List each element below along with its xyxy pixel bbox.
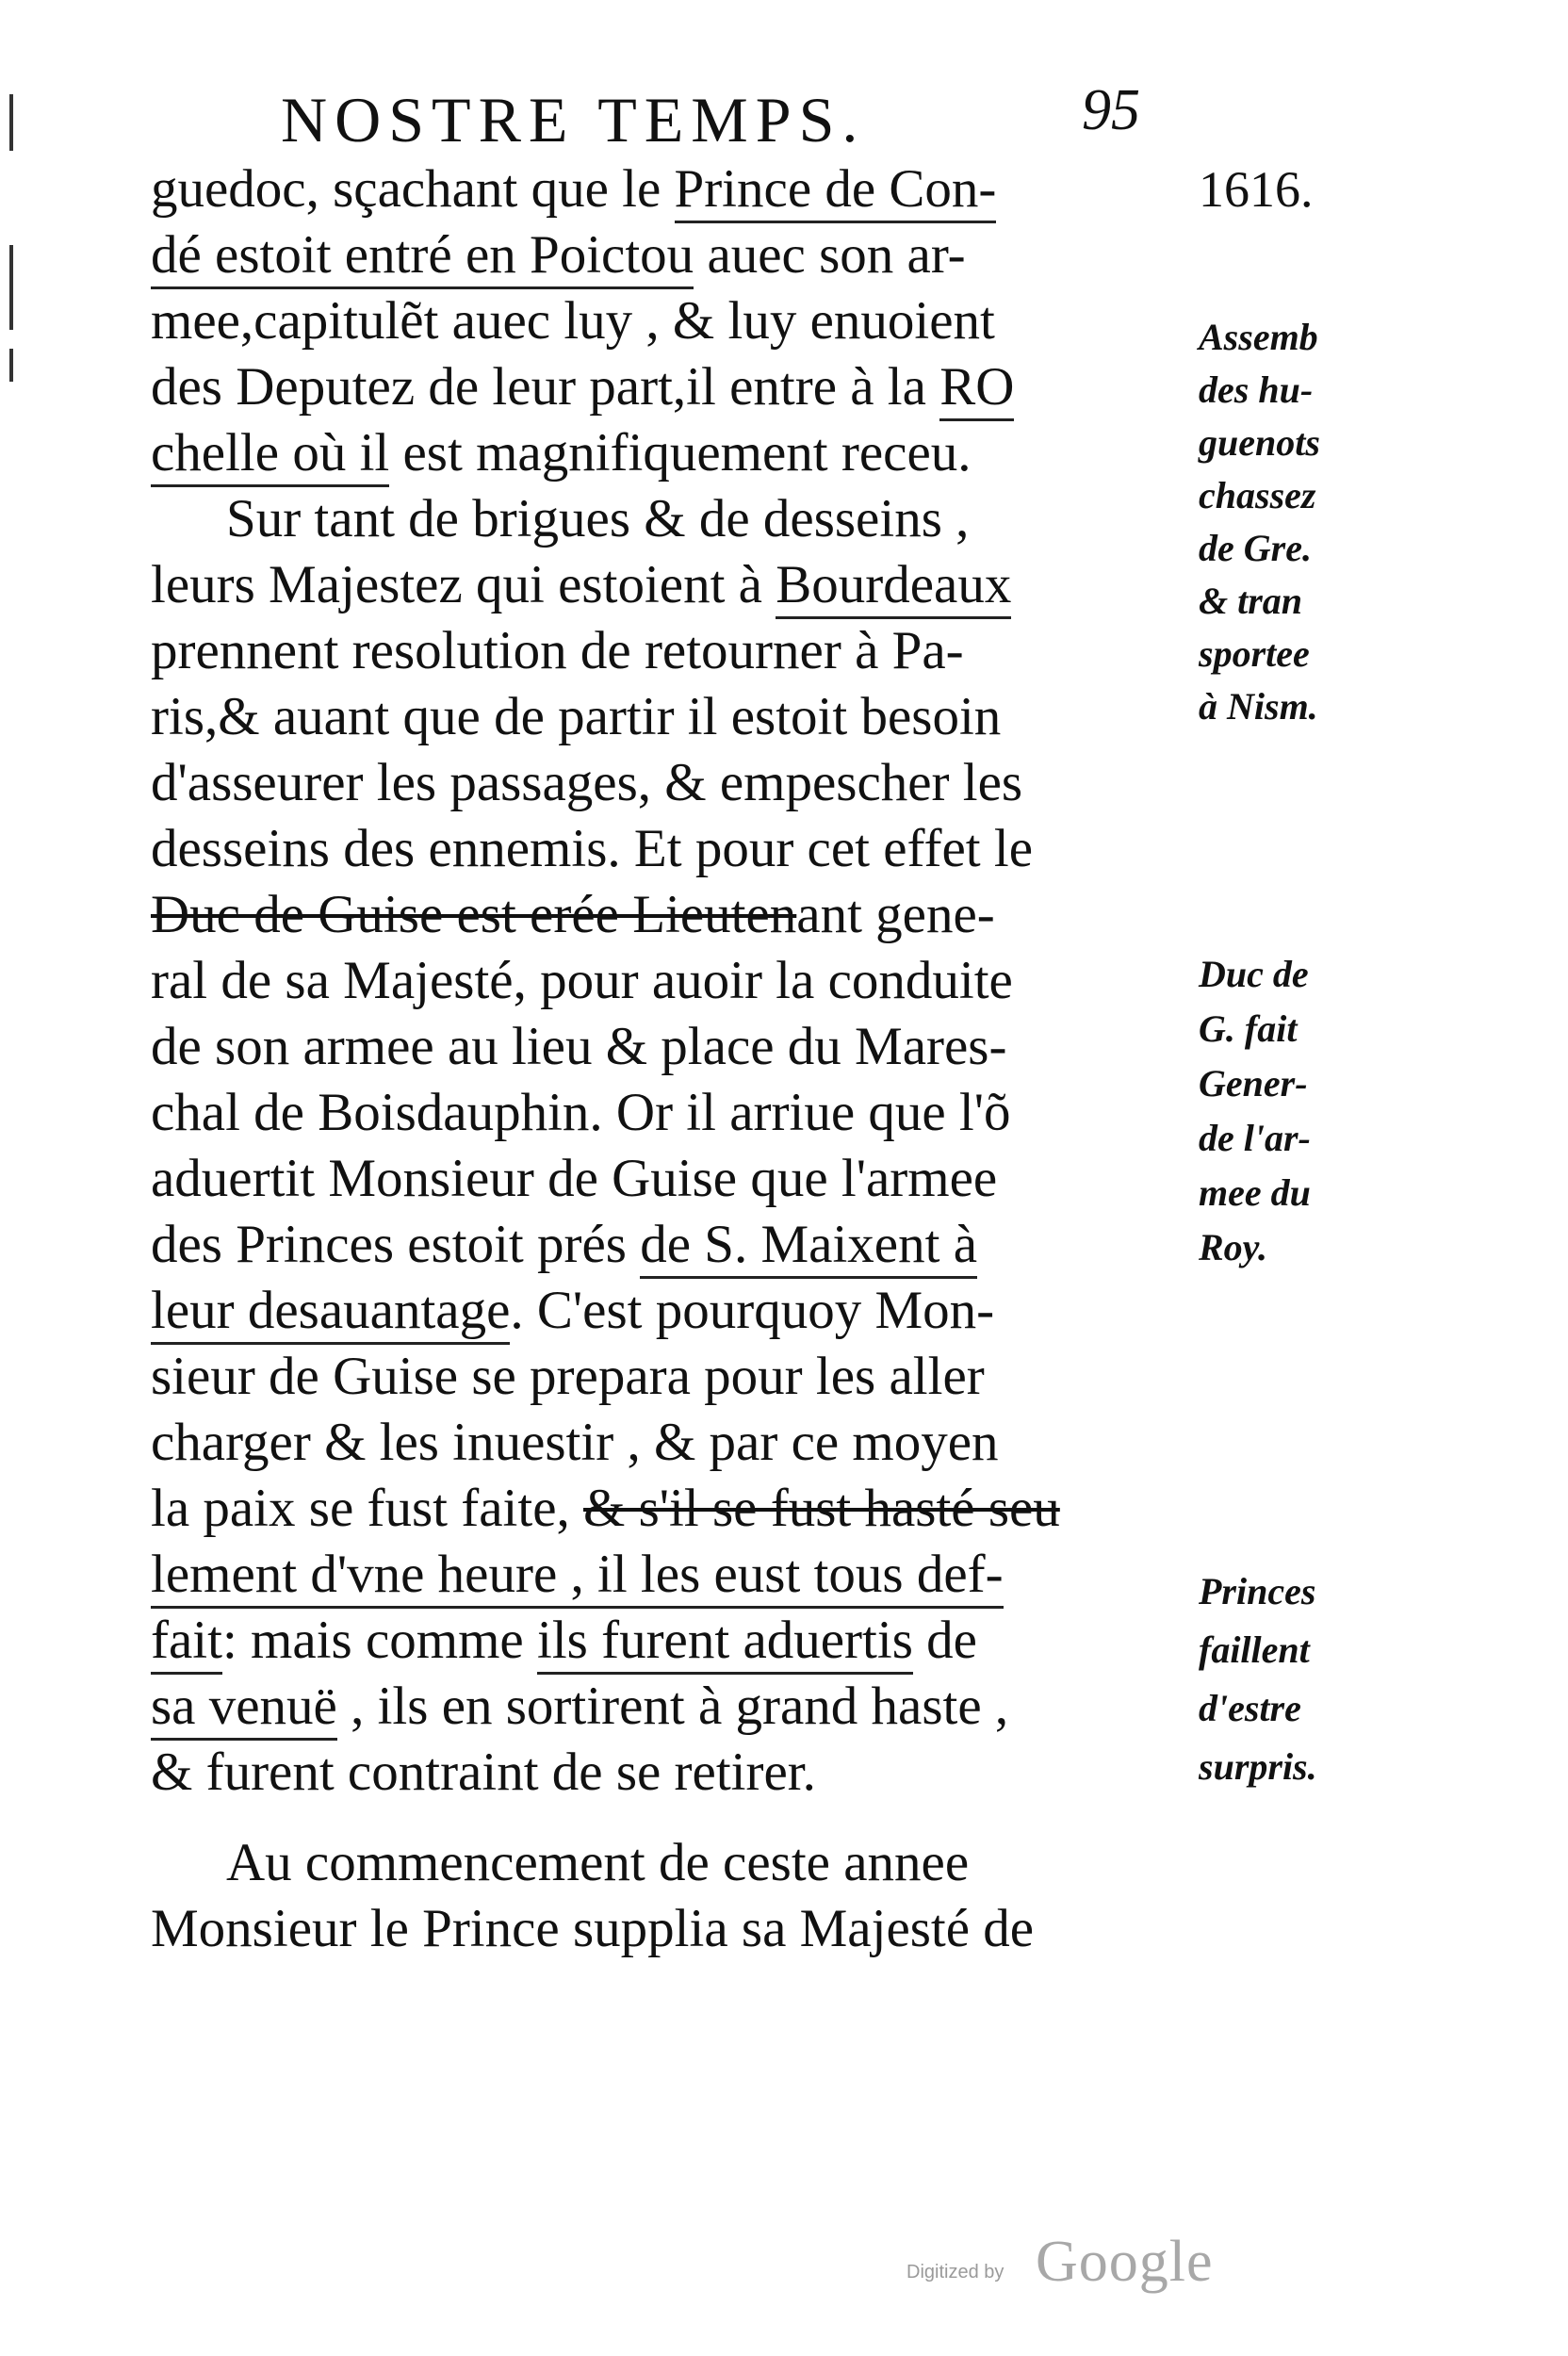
text-line (151, 1476, 1206, 1542)
text-line (151, 1896, 1206, 1962)
binding-edge-mark (9, 245, 13, 330)
margin-note-line: de l'ar- (1199, 1117, 1311, 1159)
margin-note-line: de Gre. (1199, 527, 1312, 569)
text-line (151, 1674, 1206, 1740)
text-line (151, 1830, 1206, 1896)
handwritten-underline: chelle où il (151, 423, 389, 487)
margin-note-line: G. fait (1199, 1007, 1298, 1050)
margin-note-line: Roy. (1199, 1226, 1267, 1268)
text-line (151, 1410, 1206, 1476)
text-line (151, 1278, 1206, 1344)
text-line (151, 1608, 1206, 1674)
text-line (151, 1212, 1206, 1278)
text-line (151, 750, 1206, 816)
margin-year: 1616. (1199, 161, 1314, 218)
text-span: des Princes estoit prés (151, 1215, 641, 1274)
watermark-prefix: Digitized by (906, 2262, 1004, 2282)
margin-note-princes (1199, 1562, 1462, 1796)
text-line (151, 486, 1206, 552)
text-span: prennent resolution de retourner à Pa- (151, 621, 964, 680)
running-head-title: NOSTRE TEMPS. (281, 84, 866, 155)
text-span: chal de Boisdauphin. Or il arriue que l'õ (151, 1083, 1011, 1142)
handwritten-underline: RO (939, 357, 1014, 421)
margin-note-line: Princes (1199, 1570, 1316, 1612)
handwritten-underline: ils furent aduertis (537, 1611, 913, 1675)
margin-note-assembly (1199, 311, 1462, 733)
text-span: leurs Majestez qui estoient à (151, 555, 776, 614)
text-span: de son armee au lieu & place du Mares- (151, 1017, 1007, 1076)
text-span: des Deputez de leur part,il entre à la (151, 357, 940, 417)
text-line (151, 420, 1206, 486)
text-line (151, 684, 1206, 750)
handwritten-underline: Duc de Guise est erée Lieuten (151, 885, 797, 944)
margin-note-line: faillent (1199, 1628, 1310, 1671)
text-line (151, 948, 1206, 1014)
handwritten-underline: leur desauantage (151, 1281, 510, 1345)
text-span: guedoc, sçachant que le (151, 159, 675, 219)
handwritten-underline: lement d'vne heure , il les eust tous def- (151, 1545, 1004, 1609)
text-line (151, 618, 1206, 684)
text-span: Sur tant de brigues & de desseins , (226, 489, 970, 548)
text-line (151, 354, 1206, 420)
text-span: desseins des ennemis. Et pour cet effet le (151, 819, 1033, 878)
text-span: d'asseurer les passages, & empescher les (151, 753, 1023, 812)
handwritten-underline: Bourdeaux (776, 555, 1011, 619)
text-line (151, 1740, 1206, 1806)
handwritten-underline: dé estoit entré en Poictou (151, 225, 694, 289)
margin-note-line: Gener- (1199, 1062, 1308, 1104)
text-span: la paix se fust faite, (151, 1479, 584, 1538)
handwritten-underline: & s'il se fust hasté seu (583, 1479, 1060, 1538)
binding-edge-mark (9, 349, 13, 382)
text-line (151, 1014, 1206, 1080)
text-span: ant gene- (796, 885, 995, 944)
margin-note-line: mee du (1199, 1171, 1311, 1214)
text-span: ral de sa Majesté, pour auoir la conduite (151, 951, 1013, 1010)
margin-note-line: des hu- (1199, 368, 1314, 411)
margin-note-line: d'estre (1199, 1687, 1301, 1729)
text-span: auec son ar- (694, 225, 966, 285)
margin-note-line: à Nism. (1199, 685, 1318, 728)
text-span: : mais comme (221, 1611, 537, 1670)
text-span: Au commencement de ceste annee (226, 1833, 970, 1892)
margin-note-line: & tran (1199, 580, 1303, 622)
handwritten-underline: fait (151, 1611, 222, 1675)
text-span: mee,capitulẽt auec luy , & luy enuoient (151, 291, 995, 351)
text-line (151, 156, 1206, 222)
text-line (151, 1146, 1206, 1212)
text-span: ris,& auant que de partir il estoit besoin (151, 687, 1002, 746)
margin-note-line: surpris. (1199, 1745, 1317, 1788)
handwritten-underline: sa venuë (151, 1677, 337, 1741)
text-line (151, 1542, 1206, 1608)
text-line (151, 1344, 1206, 1410)
text-span: Monsieur le Prince supplia sa Majesté de (151, 1899, 1035, 1958)
text-span: charger & les inuestir , & par ce moyen (151, 1413, 999, 1472)
google-logo: Google (1036, 2230, 1214, 2294)
margin-note-line: Assemb (1199, 316, 1318, 358)
main-text-column (151, 156, 1206, 1962)
text-line (151, 222, 1206, 288)
page-number: 95 (1082, 78, 1140, 142)
google-watermark (906, 2229, 1227, 2295)
text-line (151, 552, 1206, 618)
text-line (151, 1080, 1206, 1146)
margin-note-line: Duc de (1199, 953, 1309, 995)
text-span: . C'est pourquoy Mon- (510, 1281, 995, 1340)
text-span: , ils en sortirent à grand haste , (336, 1677, 1009, 1736)
text-span: & furent contraint de se retirer. (151, 1742, 816, 1802)
margin-note-line: guenots (1199, 421, 1320, 464)
text-span: est magnifiquement receu. (389, 423, 972, 483)
text-span: aduertit Monsieur de Guise que l'armee (151, 1149, 998, 1208)
running-head (281, 78, 1140, 155)
handwritten-underline: de S. Maixent à (640, 1215, 977, 1279)
text-line (151, 288, 1206, 354)
text-line (151, 816, 1206, 882)
binding-edge-mark (9, 94, 13, 151)
text-span: de (912, 1611, 977, 1670)
margin-note-line: chassez (1199, 474, 1316, 516)
text-span: sieur de Guise se prepara pour les aller (151, 1347, 985, 1406)
margin-note-line: sportee (1199, 632, 1310, 675)
text-line (151, 882, 1206, 948)
margin-note-duke-of-guise (1199, 947, 1462, 1275)
handwritten-underline: Prince de Con- (675, 159, 997, 223)
